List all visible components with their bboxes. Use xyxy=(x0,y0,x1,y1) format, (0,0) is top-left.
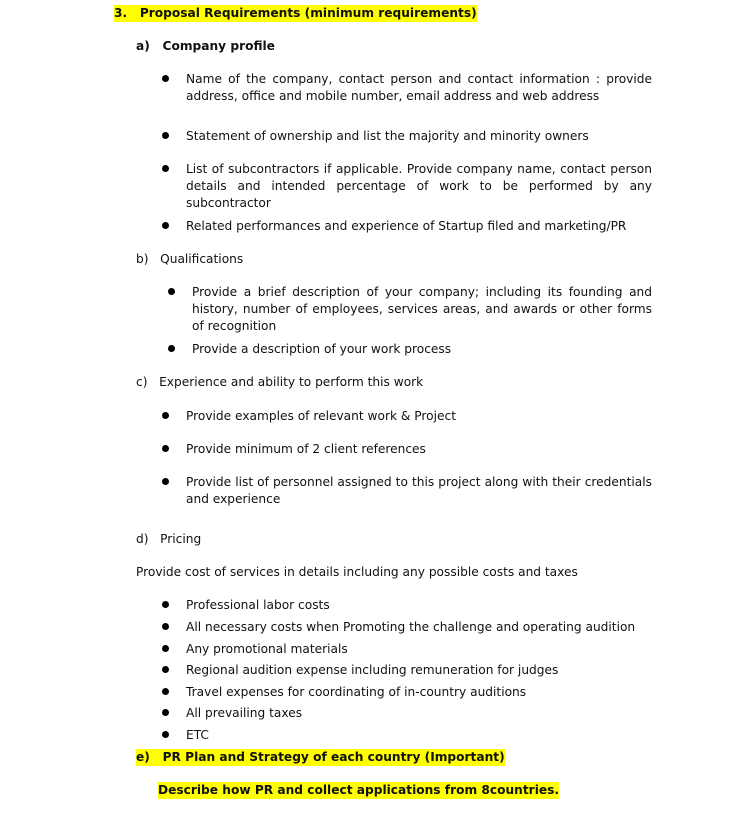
list-item-d-1: Professional labor costs xyxy=(186,598,330,612)
list-item-d-6: All prevailing taxes xyxy=(186,706,303,720)
list-item-d-5: Travel expenses for coordinating of in-country auditions xyxy=(186,685,527,699)
subsection-a-marker: a) xyxy=(136,39,150,53)
section-title-text: Proposal Requirements (minimum requirements) xyxy=(139,6,477,20)
subsection-a-heading xyxy=(136,38,275,55)
bullet-icon xyxy=(162,445,169,452)
bullet-icon xyxy=(162,132,169,139)
bullet-icon xyxy=(162,165,169,172)
list-item-b-1: Provide a brief description of your company; including its founding and history, number of employees, services areas, and awards or other forms of recognition xyxy=(192,285,652,333)
subsection-e-marker: e) xyxy=(136,750,150,764)
bullet-icon xyxy=(162,645,169,652)
subsection-e-heading xyxy=(136,749,505,766)
bullet-icon xyxy=(162,709,169,716)
pr-description: Describe how PR and collect applications from 8countries. xyxy=(158,783,560,797)
bullet-icon xyxy=(162,75,169,82)
subsection-e-title: PR Plan and Strategy of each country (Important) xyxy=(162,750,505,764)
section-number: 3. xyxy=(114,6,128,20)
section-title xyxy=(114,5,477,22)
list-item-c-3: Provide list of personnel assigned to this project along with their credentials and experience xyxy=(186,475,652,506)
bullet-icon xyxy=(168,288,175,295)
list-item-a-1: Name of the company, contact person and contact information : provide address, office and mobile number, email address and web address xyxy=(186,72,652,103)
list-item-d-7: ETC xyxy=(186,728,209,742)
subsection-b-marker: b) xyxy=(136,252,149,266)
list-item-a-2: Statement of ownership and list the majority and minority owners xyxy=(186,129,589,143)
list-item-a-4: Related performances and experience of Startup filed and marketing/PR xyxy=(186,219,627,233)
subsection-b-heading xyxy=(136,251,243,268)
bullet-icon xyxy=(162,623,169,630)
list-item-d-3: Any promotional materials xyxy=(186,642,348,656)
subsection-c-marker: c) xyxy=(136,375,148,389)
subsection-c-heading xyxy=(136,374,423,391)
subsection-c-title: Experience and ability to perform this work xyxy=(159,375,424,389)
bullet-icon xyxy=(162,688,169,695)
list-item-d-2: All necessary costs when Promoting the challenge and operating audition xyxy=(186,620,636,634)
list-item-a-3: List of subcontractors if applicable. Provide company name, contact person details and intended percentage of work to be performed by any subcontractor xyxy=(186,162,652,210)
bullet-icon xyxy=(168,345,175,352)
list-item-c-2: Provide minimum of 2 client references xyxy=(186,442,426,456)
bullet-icon xyxy=(162,222,169,229)
subsection-d-title: Pricing xyxy=(160,532,202,546)
bullet-icon xyxy=(162,412,169,419)
subsection-d-heading xyxy=(136,531,201,548)
list-item-b-2: Provide a description of your work process xyxy=(192,342,452,356)
bullet-icon xyxy=(162,666,169,673)
subsection-b-title: Qualifications xyxy=(160,252,244,266)
pricing-intro: Provide cost of services in details including any possible costs and taxes xyxy=(136,565,578,579)
list-item-d-4: Regional audition expense including remuneration for judges xyxy=(186,663,559,677)
bullet-icon xyxy=(162,478,169,485)
subsection-a-title: Company profile xyxy=(162,39,275,53)
subsection-d-marker: d) xyxy=(136,532,149,546)
list-item-c-1: Provide examples of relevant work & Project xyxy=(186,409,456,423)
bullet-icon xyxy=(162,731,169,738)
bullet-icon xyxy=(162,601,169,608)
